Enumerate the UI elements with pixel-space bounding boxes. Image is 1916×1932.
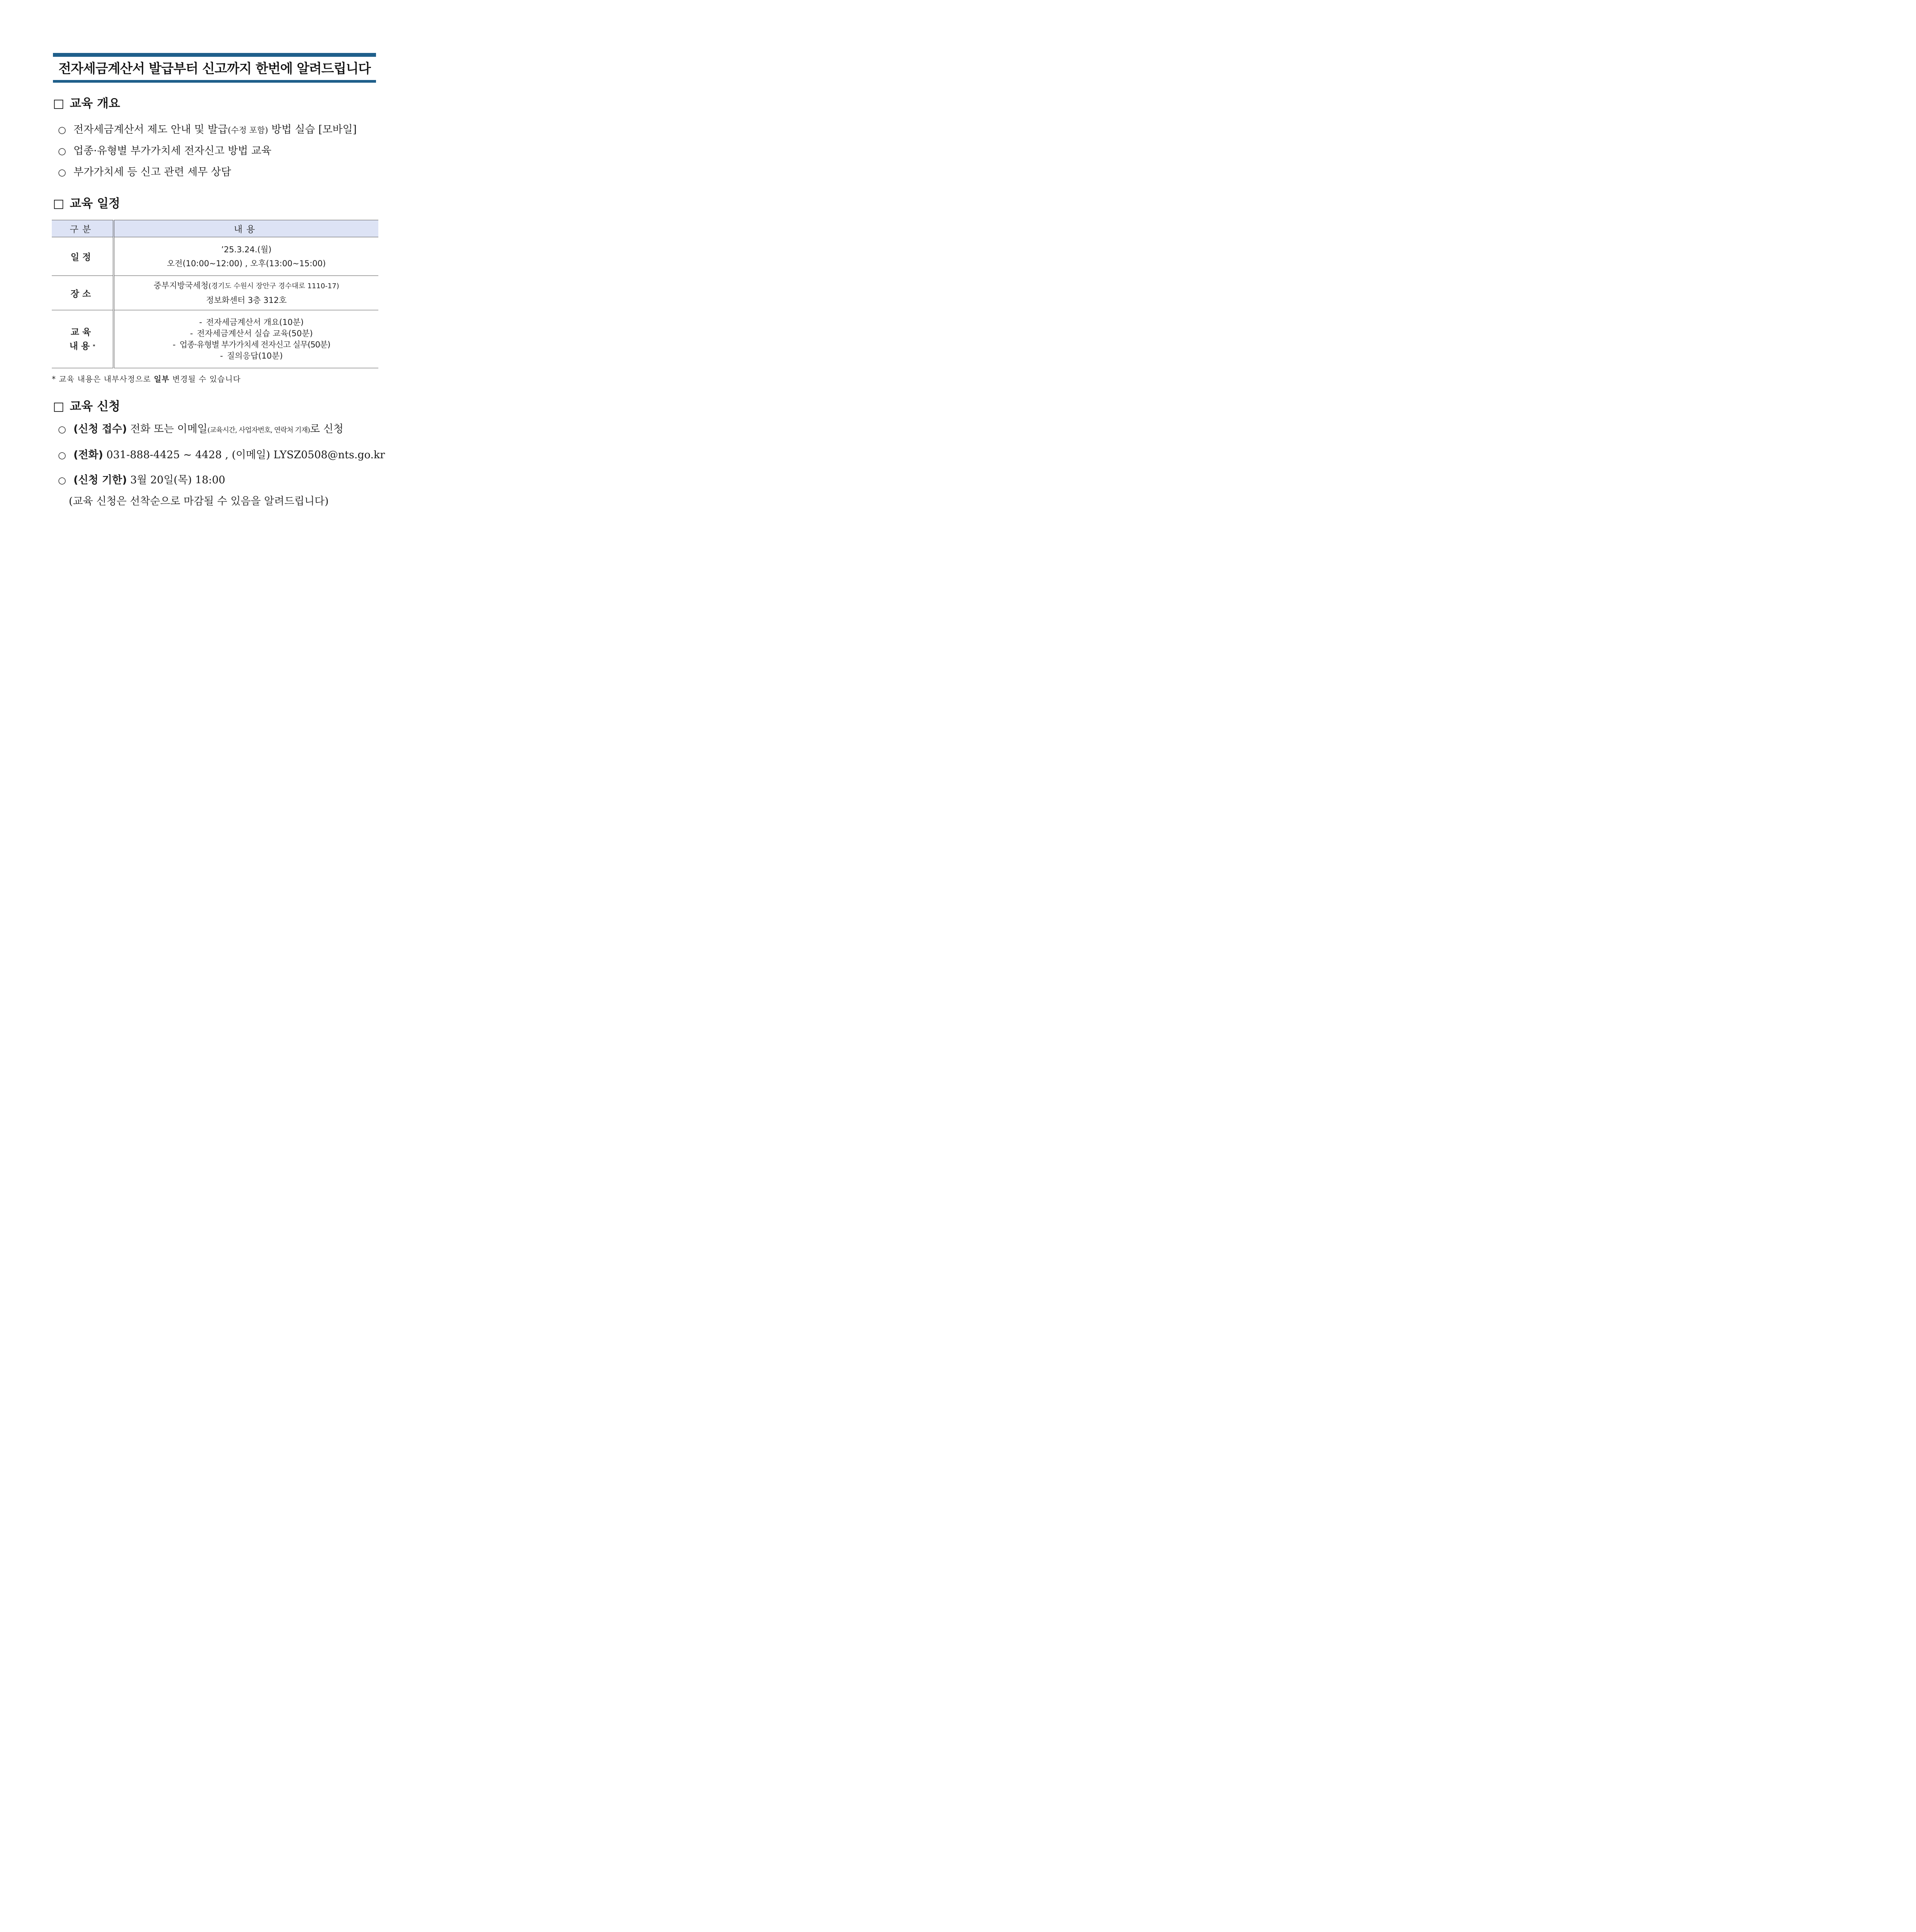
section-title: 교육 일정 bbox=[70, 197, 120, 211]
section-heading-overview bbox=[53, 96, 120, 111]
apply-bullet-1 bbox=[58, 422, 344, 437]
circle-bullet-icon: ○ bbox=[58, 424, 66, 435]
contact-text: 031-888-4425 ~ 4428 , (이메일) LYSZ0508@nts.go.kr bbox=[103, 449, 385, 461]
circle-bullet-icon: ○ bbox=[58, 475, 66, 486]
bullet-text: 전자세금계산서 제도 안내 및 발급 bbox=[73, 124, 228, 136]
list-item-text: 전자세금계산서 실습 교육(50분) bbox=[197, 328, 313, 338]
bullet-text-tiny: (교육시간, 사업자번호, 연락처 기재) bbox=[207, 426, 310, 434]
circle-bullet-icon: ○ bbox=[58, 450, 66, 461]
footnote bbox=[52, 373, 241, 385]
place-address: (경기도 수원시 장안구 경수대로 1110-17) bbox=[208, 282, 339, 290]
place-line bbox=[114, 279, 378, 293]
section-heading-apply bbox=[53, 399, 120, 414]
list-item bbox=[121, 317, 378, 328]
table-row-date bbox=[52, 237, 378, 276]
bullet-text: 전화 또는 이메일 bbox=[127, 423, 208, 435]
section-title: 교육 신청 bbox=[70, 400, 120, 413]
bullet-text-tail: 방법 실습 [모바일] bbox=[268, 124, 357, 136]
label-text: 내용 bbox=[69, 341, 93, 351]
dash-bullet: - bbox=[172, 340, 176, 349]
title-bottom-rule bbox=[53, 80, 376, 83]
label-line bbox=[52, 339, 113, 353]
place-room: 정보화센터 3층 312호 bbox=[206, 296, 287, 305]
row-content bbox=[114, 310, 378, 368]
section-heading-schedule bbox=[53, 196, 120, 211]
footnote-suffix: 변경될 수 있습니다 bbox=[169, 374, 241, 384]
list-item bbox=[121, 339, 378, 350]
title-top-rule bbox=[53, 53, 376, 57]
page-title: 전자세금계산서 발급부터 신고까지 한번에 알려드립니다 bbox=[58, 61, 371, 77]
overview-bullet-3 bbox=[58, 165, 231, 179]
bullet-text-small: (수정 포함) bbox=[228, 126, 268, 135]
apply-bullet-3 bbox=[58, 473, 225, 487]
row-label: 장소 bbox=[52, 276, 114, 310]
row-content bbox=[114, 237, 378, 276]
bullet-label: (전화) bbox=[73, 449, 103, 461]
circle-bullet-icon: ○ bbox=[58, 146, 66, 156]
place-name: 중부지방국세청 bbox=[153, 281, 209, 290]
bullet-label: (신청 접수) bbox=[73, 423, 127, 435]
apply-bullet-2 bbox=[58, 448, 385, 462]
circle-bullet-icon: ○ bbox=[58, 167, 66, 178]
deadline-text: 3월 20일(목) 18:00 bbox=[127, 474, 225, 486]
dash-bullet: - bbox=[220, 351, 223, 361]
footnote-prefix: * 교육 내용은 내부사정으로 bbox=[52, 374, 154, 384]
bullet-label: (신청 기한) bbox=[73, 474, 127, 486]
date-line: ’25.3.24.(월) bbox=[221, 245, 272, 254]
header-content: 내용 bbox=[114, 220, 378, 237]
header-category: 구분 bbox=[52, 220, 114, 237]
document-page bbox=[0, 0, 425, 600]
footnote-mark: * bbox=[93, 343, 95, 349]
section-title: 교육 개요 bbox=[70, 97, 120, 111]
bullet-text: 부가가치세 등 신고 관련 세무 상담 bbox=[73, 166, 231, 178]
overview-bullet-2 bbox=[58, 144, 271, 158]
checkbox-square-icon: □ bbox=[53, 400, 65, 413]
dash-bullet: - bbox=[190, 328, 193, 338]
circle-bullet-icon: ○ bbox=[58, 124, 66, 135]
row-content bbox=[114, 276, 378, 310]
footnote-bold: 일부 bbox=[153, 374, 170, 384]
list-item-text: 업종·유형별 부가가치세 전자신고 실무(50분) bbox=[179, 340, 330, 349]
table-row-content bbox=[52, 310, 378, 368]
table-header-row bbox=[52, 220, 378, 237]
apply-closing-note: (교육 신청은 선착순으로 마감될 수 있음을 알려드립니다) bbox=[69, 495, 329, 507]
checkbox-square-icon: □ bbox=[53, 97, 65, 111]
list-item bbox=[121, 328, 378, 339]
overview-bullet-1 bbox=[58, 123, 357, 137]
dash-bullet: - bbox=[199, 317, 202, 327]
label-line: 교육 bbox=[70, 327, 94, 337]
list-item-text: 전자세금계산서 개요(10분) bbox=[206, 317, 304, 327]
list-item bbox=[121, 350, 378, 362]
table-row-place bbox=[52, 276, 378, 310]
schedule-table bbox=[52, 220, 378, 368]
bullet-text-tail: 로 신청 bbox=[310, 423, 344, 435]
row-label: 일정 bbox=[52, 237, 114, 276]
time-line: 오전(10:00~12:00) , 오후(13:00~15:00) bbox=[167, 259, 326, 268]
list-item-text: 질의응답(10분) bbox=[227, 351, 283, 361]
row-label bbox=[52, 310, 114, 368]
bullet-text: 업종·유형별 부가가치세 전자신고 방법 교육 bbox=[73, 145, 272, 157]
checkbox-square-icon: □ bbox=[53, 197, 65, 211]
